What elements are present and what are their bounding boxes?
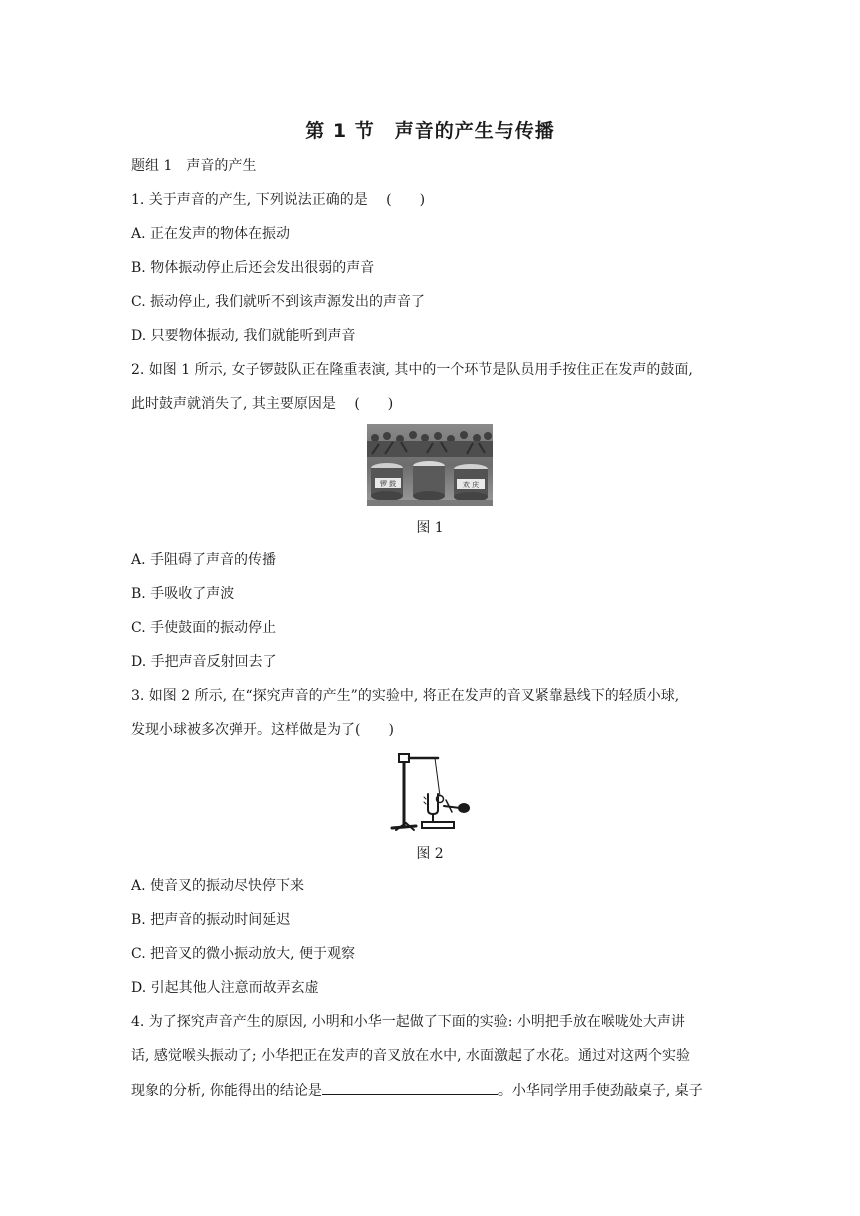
question-3-option-d: D. 引起其他人注意而故弄玄虚 — [131, 980, 319, 996]
drum-banner-left: 锣 鼓 — [379, 480, 397, 488]
question-3-stem-line-1: 3. 如图 2 所示, 在“探究声音的产生”的实验中, 将正在发声的音叉紧靠悬线下的轻质小球, — [131, 688, 680, 704]
question-group-heading: 题组 1 声音的产生 — [131, 158, 257, 174]
question-2-option-d: D. 手把声音反射回去了 — [131, 654, 277, 670]
page-title: 第 1 节 声音的产生与传播 — [305, 120, 555, 142]
question-2-stem-line-2: 此时鼓声就消失了, 其主要原因是 ( ) — [131, 396, 394, 412]
question-3-option-c: C. 把音叉的微小振动放大, 便于观察 — [131, 946, 356, 962]
figure-1-caption: 图 1 — [416, 520, 444, 536]
question-4-text-line-3 — [131, 1080, 703, 1101]
question-4-text-line-1: 4. 为了探究声音产生的原因, 小明和小华一起做了下面的实验: 小明把手放在喉咙处大声讲 — [131, 1014, 685, 1030]
question-1-option-a: A. 正在发声的物体在振动 — [131, 226, 291, 242]
question-4-line-3-prefix: 现象的分析, 你能得出的结论是 — [131, 1083, 322, 1099]
drum-performance-photo — [367, 424, 493, 506]
question-2-option-b: B. 手吸收了声波 — [131, 586, 235, 602]
question-2-stem-line-1: 2. 如图 1 所示, 女子锣鼓队正在隆重表演, 其中的一个环节是队员用手按住正在发声的鼓面, — [131, 362, 693, 378]
question-3-option-b: B. 把声音的振动时间延迟 — [131, 912, 291, 928]
figure-2-caption: 图 2 — [416, 846, 444, 862]
question-4-line-3-suffix: 。小华同学用手使劲敲桌子, 桌子 — [497, 1083, 703, 1099]
drum-banner-right: 欢 庆 — [462, 481, 480, 489]
answer-blank[interactable] — [322, 1080, 498, 1095]
question-3-option-a: A. 使音叉的振动尽快停下来 — [131, 878, 305, 894]
tuning-fork-apparatus-diagram — [386, 750, 474, 836]
question-3-stem-line-2: 发现小球被多次弹开。这样做是为了( ) — [131, 722, 394, 738]
question-4-text-line-2: 话, 感觉喉头振动了; 小华把正在发声的音叉放在水中, 水面激起了水花。通过对这两个实验 — [131, 1048, 690, 1064]
question-2-option-c: C. 手使鼓面的振动停止 — [131, 620, 277, 636]
question-2-option-a: A. 手阻碍了声音的传播 — [131, 552, 277, 568]
question-1-option-c: C. 振动停止, 我们就听不到该声源发出的声音了 — [131, 294, 426, 310]
question-1-stem: 1. 关于声音的产生, 下列说法正确的是 ( ) — [131, 192, 426, 208]
question-1-option-b: B. 物体振动停止后还会发出很弱的声音 — [131, 260, 375, 276]
question-1-option-d: D. 只要物体振动, 我们就能听到声音 — [131, 328, 356, 344]
